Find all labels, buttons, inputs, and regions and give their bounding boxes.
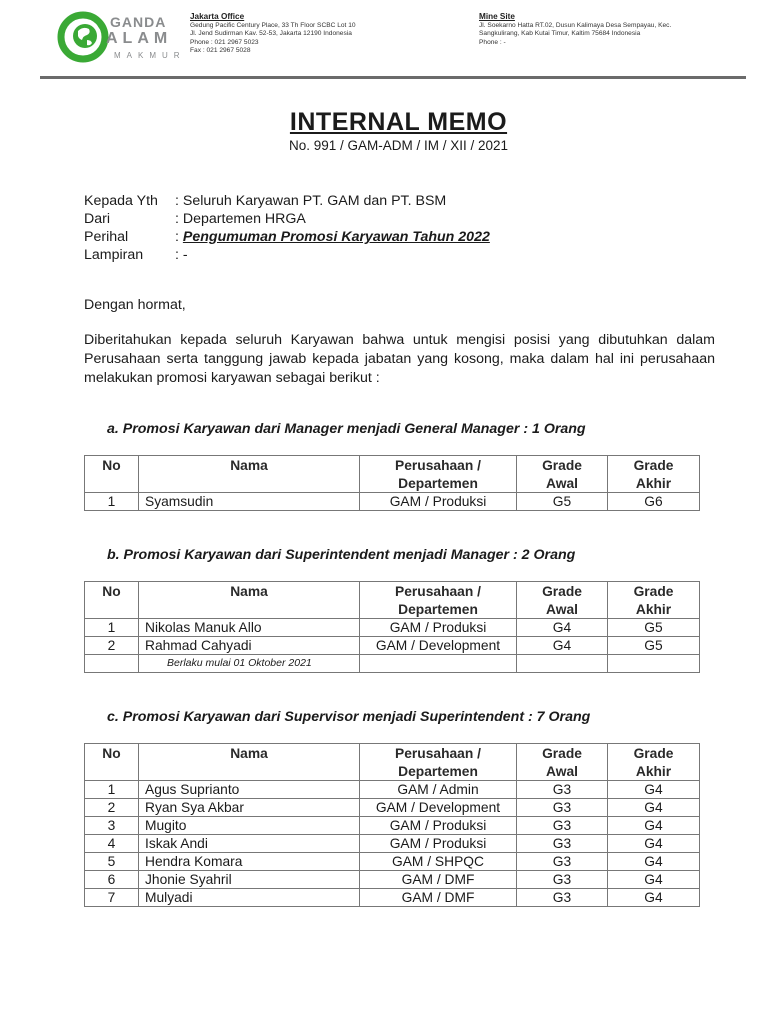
cell-grade-akhir: G5	[608, 619, 700, 637]
table-note-row	[85, 655, 700, 673]
logo-text-line2: ALAM	[106, 30, 173, 47]
company-logo	[56, 8, 186, 70]
cell-grade-awal: G4	[517, 637, 608, 655]
meta-value: : Seluruh Karyawan PT. GAM dan PT. BSM	[175, 193, 447, 209]
cell-no: 4	[85, 835, 139, 853]
cell-dept: GAM / DMF	[360, 871, 517, 889]
memo-title: INTERNAL MEMO	[289, 108, 508, 136]
col-header-perusahaan: Perusahaan / Departemen	[360, 582, 517, 619]
address-line: Gedung Pacific Century Place, 33 Th Floor SCBC Lot 10	[190, 22, 356, 29]
table-row	[85, 781, 700, 799]
cell-dept: GAM / Development	[360, 637, 517, 655]
cell-grade-awal: G3	[517, 835, 608, 853]
cell-dept: GAM / Development	[360, 799, 517, 817]
table-row	[85, 871, 700, 889]
address-line: Jl. Jend Sudirman Kav. 52-53, Jakarta 12190 Indonesia	[190, 30, 352, 38]
cell-no: 3	[85, 817, 139, 835]
col-header-grade-awal: Grade Awal	[517, 456, 608, 493]
meta-label: Perihal	[84, 229, 129, 245]
promotion-table-a	[84, 455, 700, 511]
cell-grade-akhir: G4	[608, 871, 700, 889]
cell-empty	[85, 655, 139, 673]
cell-no: 7	[85, 889, 139, 907]
cell-grade-awal: G3	[517, 799, 608, 817]
cell-grade-awal: G5	[517, 493, 608, 511]
cell-empty	[608, 655, 700, 673]
cell-dept: GAM / Produksi	[360, 493, 517, 511]
cell-nama: Syamsudin	[139, 493, 360, 511]
cell-dept: GAM / Produksi	[360, 817, 517, 835]
address-line: Jl. Soekarno Hatta RT.02, Dusun Kalimaya Desa Sempayau, Kec.	[479, 22, 672, 29]
cell-dept: GAM / Produksi	[360, 619, 517, 637]
phone-line: Phone : -	[479, 38, 506, 46]
col-header-no: No	[85, 744, 139, 781]
table-row	[85, 637, 700, 655]
memo-number: No. 991 / GAM-ADM / IM / XII / 2021	[288, 138, 509, 153]
cell-nama: Hendra Komara	[139, 853, 360, 871]
cell-no: 1	[85, 781, 139, 799]
table-row	[85, 853, 700, 871]
col-header-grade-akhir: Grade Akhir	[608, 456, 700, 493]
col-header-nama: Nama	[139, 744, 360, 781]
memo-meta	[84, 192, 490, 264]
intro-paragraph: Diberitahukan kepada seluruh Karyawan bahwa untuk mengisi posisi yang dibutuhkan dalam Perusahaan serta tanggung jawab kepada jabatan yang kosong, maka dalam hal ini perusahaan melakukan promosi karyawan sebagai berikut :	[84, 332, 715, 386]
table-row	[85, 619, 700, 637]
cell-nama: Rahmad Cahyadi	[139, 637, 360, 655]
cell-grade-akhir: G4	[608, 835, 700, 853]
cell-empty	[360, 655, 517, 673]
col-header-no: No	[85, 456, 139, 493]
col-header-nama: Nama	[139, 456, 360, 493]
table-header-row	[85, 744, 700, 781]
cell-nama: Jhonie Syahril	[139, 871, 360, 889]
globe-leaf-icon	[56, 10, 110, 64]
phone-line: Phone : 021 2967 5023	[190, 38, 259, 46]
promotion-table-b	[84, 581, 700, 673]
col-header-grade-awal: Grade Awal	[517, 744, 608, 781]
logo-text-line1: GANDA	[110, 14, 167, 30]
cell-dept: GAM / SHPQC	[360, 853, 517, 871]
cell-nama: Nikolas Manuk Allo	[139, 619, 360, 637]
cell-grade-akhir: G5	[608, 637, 700, 655]
cell-grade-awal: G3	[517, 781, 608, 799]
col-header-grade-awal: Grade Awal	[517, 582, 608, 619]
mine-site-address	[479, 12, 719, 47]
table-row	[85, 799, 700, 817]
section-b-title: b. Promosi Karyawan dari Superintendent menjadi Manager : 2 Orang	[107, 547, 576, 563]
cell-grade-akhir: G6	[608, 493, 700, 511]
jakarta-office-title: Jakarta Office	[190, 12, 245, 21]
meta-row-attachment	[84, 246, 490, 264]
fax-line: Fax : 021 2967 5028	[190, 47, 251, 55]
cell-nama: Agus Suprianto	[139, 781, 360, 799]
section-c-title: c. Promosi Karyawan dari Supervisor menjadi Superintendent : 7 Orang	[107, 709, 591, 725]
cell-grade-awal: G4	[517, 619, 608, 637]
meta-colon: :	[175, 229, 183, 245]
meta-subject-value: Pengumuman Promosi Karyawan Tahun 2022	[182, 229, 490, 245]
greeting: Dengan hormat,	[84, 297, 186, 313]
mine-site-title: Mine Site	[479, 12, 515, 21]
meta-label: Lampiran	[84, 247, 144, 263]
cell-empty	[517, 655, 608, 673]
cell-dept: GAM / Produksi	[360, 835, 517, 853]
col-header-grade-akhir: Grade Akhir	[608, 582, 700, 619]
meta-value: : -	[175, 247, 188, 263]
cell-grade-awal: G3	[517, 817, 608, 835]
cell-dept: GAM / DMF	[360, 889, 517, 907]
cell-no: 6	[85, 871, 139, 889]
cell-dept: GAM / Admin	[360, 781, 517, 799]
cell-nama: Mulyadi	[139, 889, 360, 907]
cell-grade-akhir: G4	[608, 799, 700, 817]
promotion-table-c	[84, 743, 700, 907]
meta-row-sender	[84, 210, 490, 228]
effective-date-note: Berlaku mulai 01 Oktober 2021	[139, 655, 360, 673]
col-header-no: No	[85, 582, 139, 619]
cell-no: 1	[85, 493, 139, 511]
cell-grade-awal: G3	[517, 889, 608, 907]
cell-nama: Iskak Andi	[139, 835, 360, 853]
cell-no: 2	[85, 637, 139, 655]
table-row	[85, 817, 700, 835]
cell-grade-awal: G3	[517, 853, 608, 871]
cell-no: 5	[85, 853, 139, 871]
col-header-grade-akhir: Grade Akhir	[608, 744, 700, 781]
address-line: Sangkulirang, Kab Kutai Timur, Kaltim 75684 Indonesia	[479, 30, 641, 38]
col-header-perusahaan: Perusahaan / Departemen	[360, 744, 517, 781]
table-row	[85, 835, 700, 853]
header-divider	[40, 76, 746, 79]
meta-label: Kepada Yth	[84, 193, 158, 209]
meta-value: : Departemen HRGA	[175, 211, 306, 227]
col-header-nama: Nama	[139, 582, 360, 619]
table-header-row	[85, 582, 700, 619]
table-header-row	[85, 456, 700, 493]
logo-text-line3: MAKMUR	[114, 51, 186, 60]
cell-grade-awal: G3	[517, 871, 608, 889]
table-row	[85, 889, 700, 907]
meta-row-subject	[84, 228, 490, 246]
cell-grade-akhir: G4	[608, 889, 700, 907]
table-row	[85, 493, 700, 511]
jakarta-office-address	[190, 12, 420, 56]
cell-grade-akhir: G4	[608, 853, 700, 871]
section-a-title: a. Promosi Karyawan dari Manager menjadi General Manager : 1 Orang	[107, 421, 586, 437]
col-header-perusahaan: Perusahaan / Departemen	[360, 456, 517, 493]
cell-grade-akhir: G4	[608, 817, 700, 835]
cell-grade-akhir: G4	[608, 781, 700, 799]
cell-no: 1	[85, 619, 139, 637]
cell-no: 2	[85, 799, 139, 817]
meta-row-recipient	[84, 192, 490, 210]
cell-nama: Ryan Sya Akbar	[139, 799, 360, 817]
meta-label: Dari	[84, 211, 111, 227]
cell-nama: Mugito	[139, 817, 360, 835]
